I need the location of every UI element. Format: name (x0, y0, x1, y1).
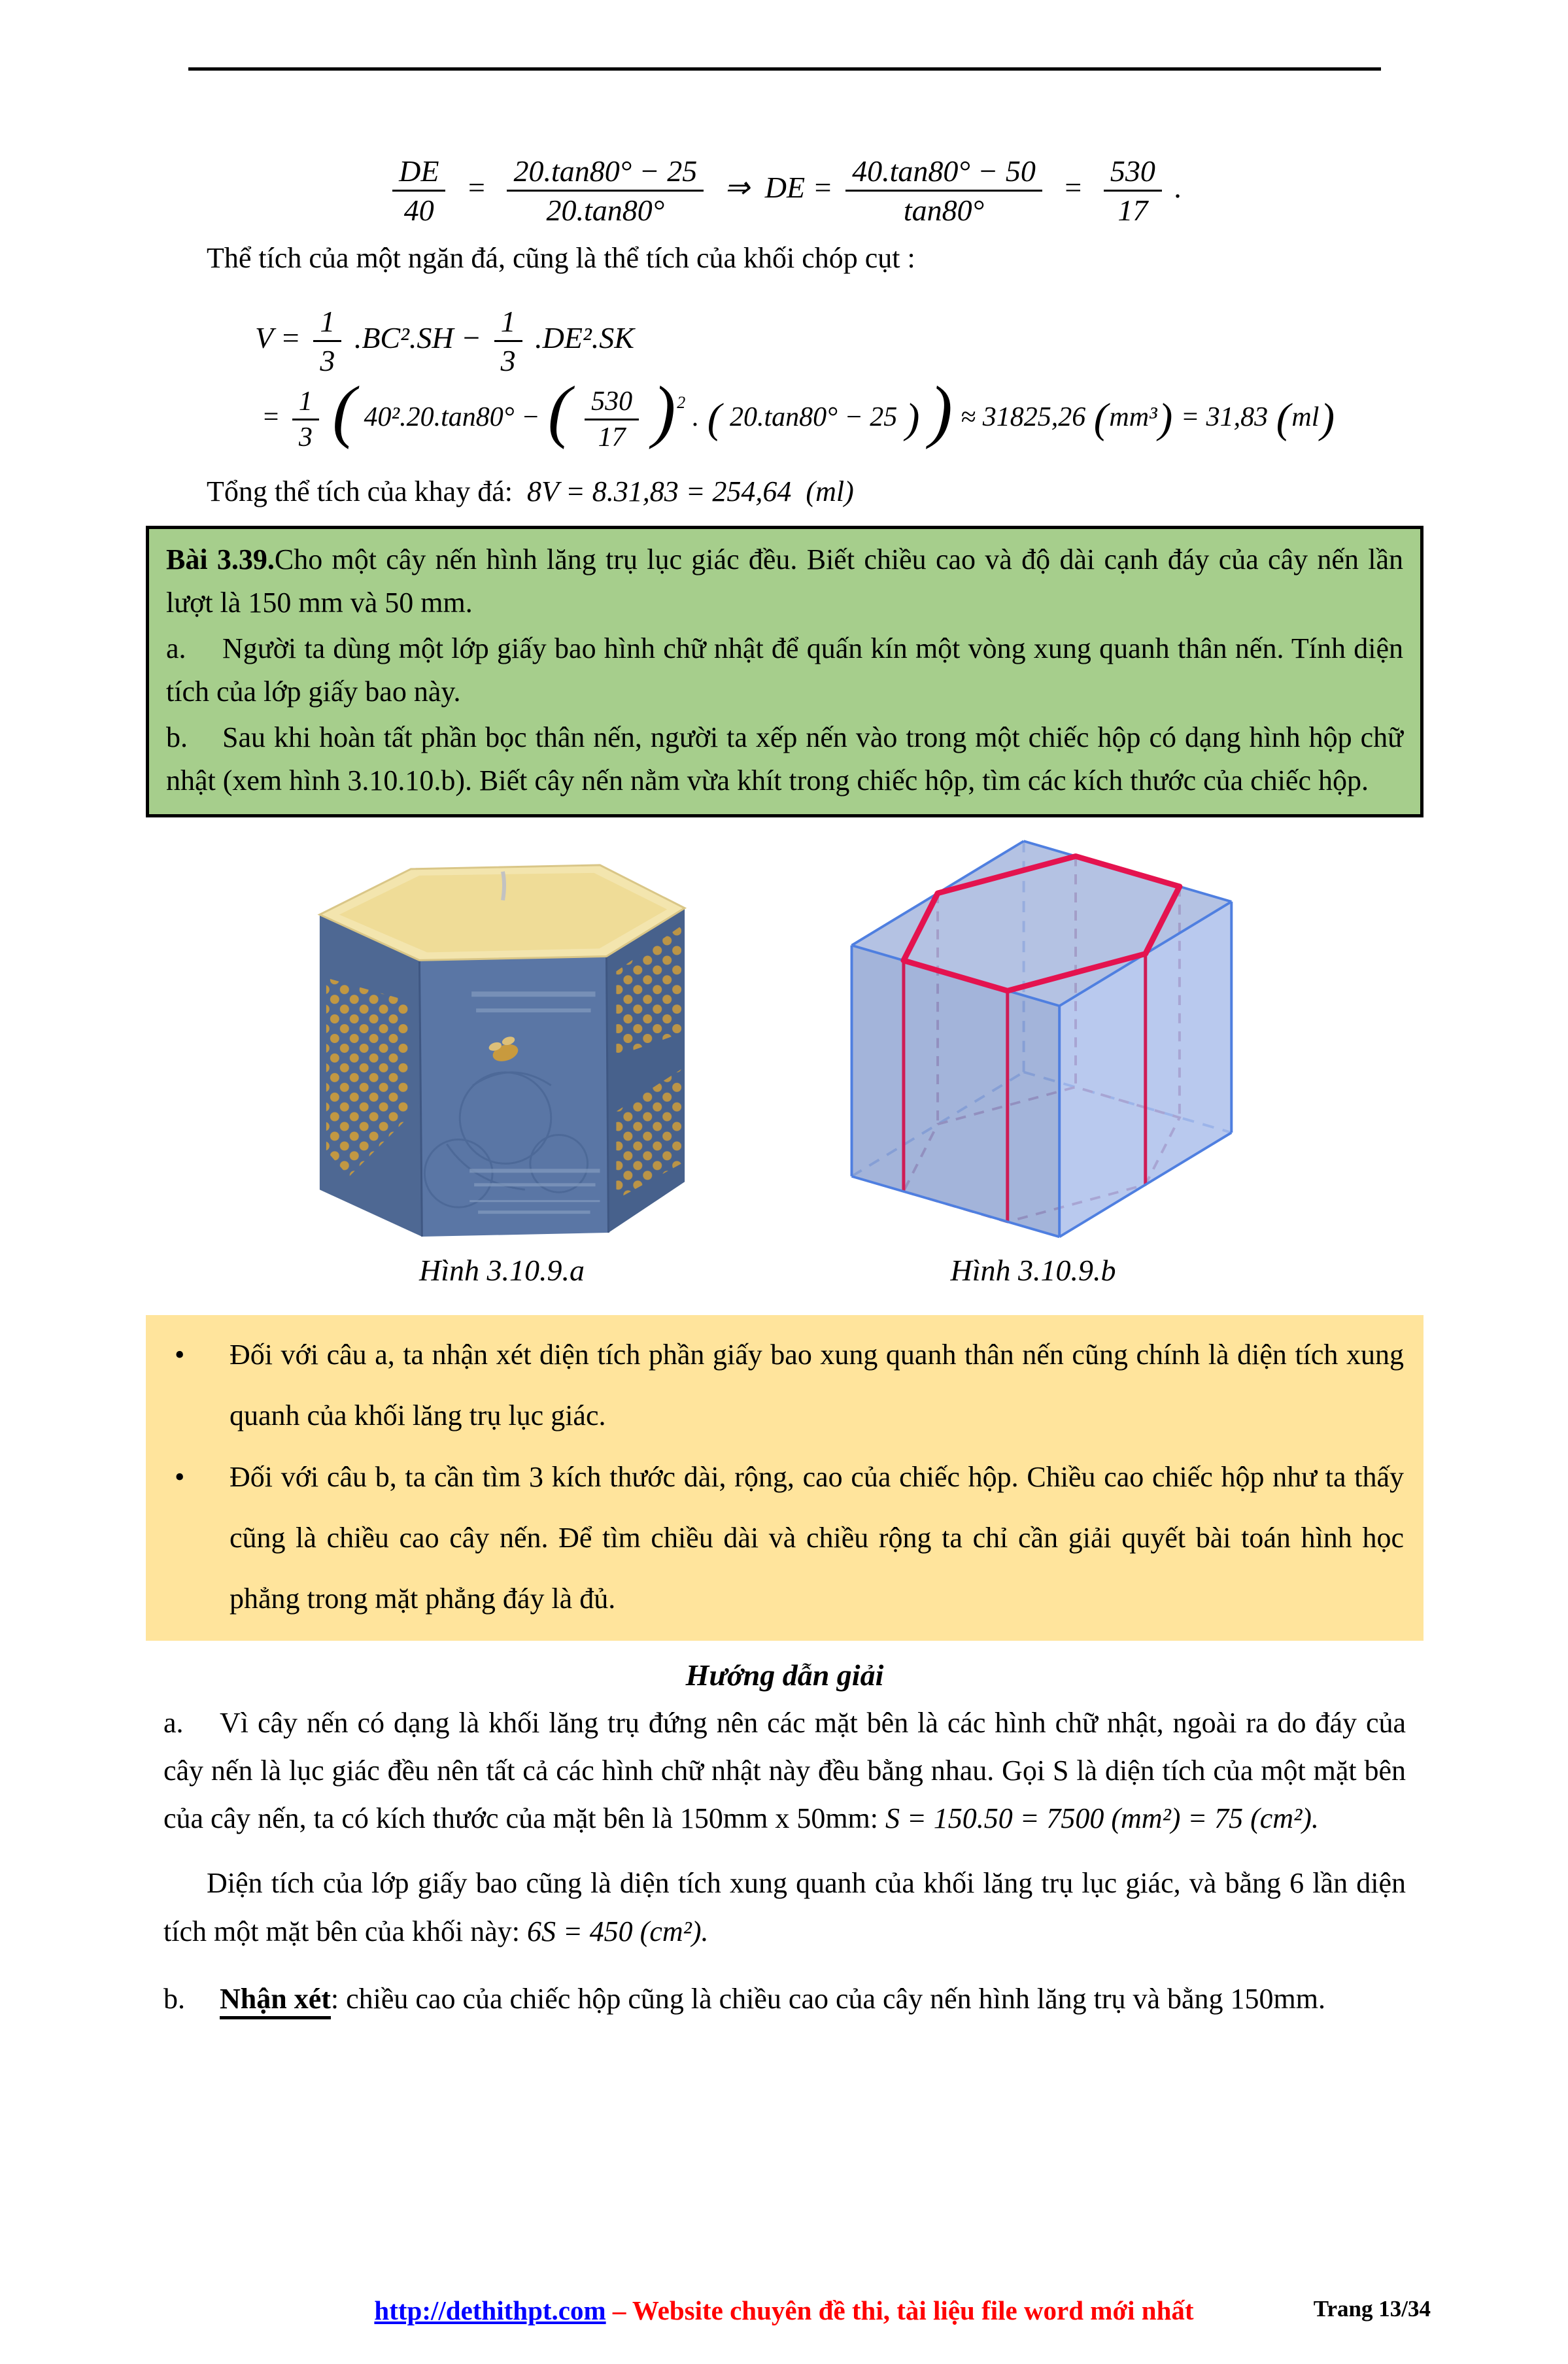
fraction: $\frac{1}{3}$ (313, 304, 341, 378)
candle-figure (309, 838, 695, 1245)
total-volume-line: Tổng thể tích của khay đá: 8V = 8.31,83 = 254,64 (ml) (207, 475, 854, 508)
footer-description: Website chuyên đề thi, tài liệu file word mới nhất (632, 2295, 1194, 2325)
prism-diagram (806, 830, 1261, 1242)
fraction: $\frac{530}{17}$ (585, 386, 639, 453)
figures-row (163, 838, 1406, 1245)
problem-item-b: b. Sau khi hoàn tất phần bọc thân nến, người ta xếp nến vào trong một chiếc hộp có dạng hình hộp chữ nhật (xem hình 3.10.10.b). Biết cây nến nằm vừa khít trong chiếc hộp, tìm các kích thước của chiếc hộp. (166, 721, 1403, 797)
caption-a: Hình 3.10.9.a (419, 1254, 585, 1288)
solution-paragraph-a: a. Vì cây nến có dạng là khối lăng trụ đứng nên các mặt bên là các hình chữ nhật, ngoài ra do đáy của cây nến là lục giác đều nên tất cả các hình chữ nhật này đều bằng nhau. Gọi S là diện tích của một mặt bên của cây nến, ta có kích thước của mặt bên là 150mm x 50mm: S = 150.50 = 7500 (mm²) = 75 (cm²). (163, 1707, 1406, 1835)
solution-paragraph-b: b. Nhận xét: chiều cao của chiếc hộp cũng là chiều cao của cây nến hình lăng trụ và bằng 150mm. (163, 1975, 1406, 2023)
formula-volume-line2: = $\frac{1}{3}$ ( 40².20.tan80° − ( $\frac{530}{17}$ )$^2$ . ( 20.tan80° − 25 ) ) ≈ 31825,26 (mm³) = 31,83 (ml) (262, 373, 1335, 453)
note-box (146, 1315, 1423, 1641)
fraction: $\frac{1}{3}$ (494, 304, 522, 378)
formula-volume-line1: V = $\frac{1}{3}$ .BC².SH − $\frac{1}{3}$ .DE².SK (255, 305, 634, 378)
fraction: $\frac{20.\tan 80^\circ - 25}{20.\tan 80^\circ}$ (507, 154, 704, 228)
area-formula: S = 150.50 = 7500 (mm²) = 75 (cm²). (885, 1802, 1319, 1835)
bullet-icon: • (175, 1339, 185, 1371)
problem-item-a: a. Người ta dùng một lớp giấy bao hình chữ nhật để quấn kín một vòng xung quanh thân nến. Tính diện tích của lớp giấy bao này. (166, 632, 1403, 708)
volume-statement: Thể tích của một ngăn đá, cũng là thể tích của khối chóp cụt : (207, 242, 915, 274)
bullet-icon: • (175, 1460, 185, 1493)
candle-image (309, 838, 695, 1242)
total-volume-math: 8V = 8.31,83 = 254,64 (526, 475, 792, 508)
fraction: $\frac{530}{17}$ (1104, 154, 1162, 228)
header-rule (188, 67, 1381, 71)
formula-de: $\frac{DE}{40}$ = $\frac{20.\tan 80^\circ - 25}{20.\tan 80^\circ}$ ⇒ DE = $\frac{40.\tan 80^\circ - 50}{\tan 80^\circ}$ = $\frac{530}{17}$ . (163, 154, 1406, 228)
fraction: $\frac{1}{3}$ (292, 386, 319, 453)
page-footer: http://dethithpt.com – Website chuyên đề thi, tài liệu file word mới nhất (374, 2295, 1194, 2325)
footer-link[interactable]: http://dethithpt.com (374, 2295, 606, 2325)
fraction: $\frac{40.\tan 80^\circ - 50}{\tan 80^\circ}$ (845, 154, 1042, 228)
solution-heading: Hướng dẫn giải (685, 1658, 884, 1692)
solution-paragraph-2: Diện tích của lớp giấy bao cũng là diện tích xung quanh của khối lăng trụ lục giác, và bằng 6 lần diện tích một mặt bên của khối này: 6S = 450 (cm²). (163, 1867, 1406, 1947)
problem-box (146, 526, 1423, 817)
problem-label: Bài 3.39. (166, 543, 275, 576)
problem-statement: Bài 3.39.Cho một cây nến hình lăng trụ lục giác đều. Biết chiều cao và độ dài cạnh đáy của cây nến lần lượt là 150 mm và 50 mm. (166, 543, 1404, 619)
fraction: $\frac{DE}{40}$ (392, 154, 445, 228)
caption-b: Hình 3.10.9.b (950, 1254, 1116, 1288)
note-item: • Đối với câu a, ta nhận xét diện tích phần giấy bao xung quanh thân nến cũng chính là diện tích xung quanh của khối lăng trụ lục giác. (165, 1324, 1404, 1447)
prism-figure (806, 830, 1261, 1245)
total-area-formula: 6S = 450 (cm²). (526, 1915, 709, 1947)
note-item: • Đối với câu b, ta cần tìm 3 kích thước dài, rộng, cao của chiếc hộp. Chiều cao chiếc hộp như ta thấy cũng là chiều cao cây nến. Để tìm chiều dài và chiều rộng ta chỉ cần giải quyết bài toán hình học phẳng trong mặt phẳng đáy là đủ. (165, 1447, 1404, 1630)
remark-term: Nhận xét (220, 1983, 331, 2019)
page-number: Trang 13/34 (1313, 2296, 1431, 2321)
figure-captions (163, 1253, 1406, 1288)
